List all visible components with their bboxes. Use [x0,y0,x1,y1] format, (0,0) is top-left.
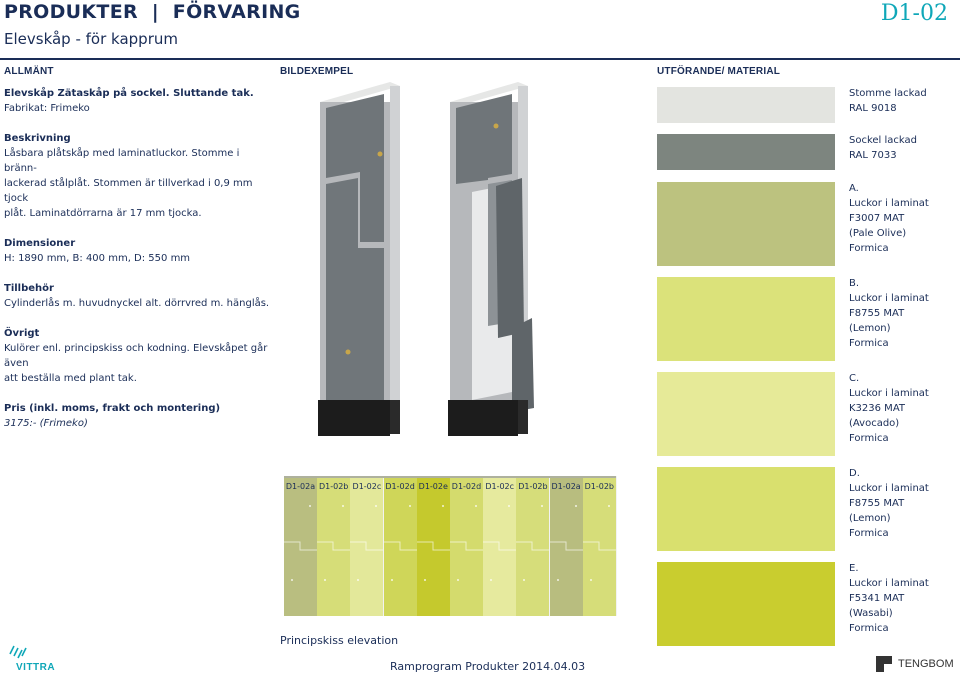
swatch-label [849,371,929,446]
elevation-code-label: D1-02b [318,482,349,491]
swatch-label-line: F3007 MAT [849,213,905,224]
color-swatch [657,182,835,266]
color-swatch [657,562,835,646]
dimensions-label: Dimensioner [4,238,76,249]
section-finish: UTFÖRANDE/ MATERIAL [657,66,781,77]
price-value: 3175:- (Frimeko) [4,418,88,429]
description-label: Beskrivning [4,133,71,144]
description-line: Låsbara plåtskåp med laminatluckor. Stomme i bränn- [4,148,240,174]
elevation-code-label: D1-02b [584,482,614,491]
swatch-label-line: F5341 MAT [849,593,905,604]
dimensions-value: H: 1890 mm, B: 400 mm, D: 550 mm [4,253,191,264]
elevation-code-label: D1-02e [418,482,448,491]
swatch-label-line: Formica [849,623,889,634]
elevation-locker [284,476,318,616]
swatch-label-line: Luckor i laminat [849,483,929,494]
general-info [4,86,274,431]
elevation-code-label: D1-02c [485,482,515,491]
page-subtitle: Elevskåp - för kapprum [4,30,178,48]
swatch-label-line: F8755 MAT [849,308,905,319]
other-line: Kulörer enl. principskiss och kodning. Elevskåpet går även [4,343,268,369]
elevation-locker [417,476,451,616]
swatch-label-line: RAL 7033 [849,150,897,161]
color-swatch [657,134,835,170]
intro-line: Elevskåp Zätaskåp på sockel. Sluttande tak. [4,88,254,99]
color-swatch [657,87,835,123]
tengbom-logo-icon [876,656,892,672]
manufacturer-line: Fabrikat: Frimeko [4,103,90,114]
swatch-label-line: (Lemon) [849,513,891,524]
swatch-label-line: Luckor i laminat [849,293,929,304]
price-label: Pris (inkl. moms, frakt och montering) [4,403,221,414]
elevation-locker [583,476,617,616]
swatch-label [849,561,929,636]
swatch-label-line: F8755 MAT [849,498,905,509]
swatch-label-line: Formica [849,243,889,254]
description-line: plåt. Laminatdörrarna är 17 mm tjocka. [4,208,202,219]
header-divider [0,58,960,60]
swatch-label [849,276,929,351]
open-locker [448,82,534,436]
swatch-label-line: B. [849,278,860,289]
section-example: BILDEXEMPEL [280,66,354,77]
other-label: Övrigt [4,328,40,339]
vittra-logo: VITTRA [4,644,60,674]
swatch-label-line: E. [849,563,859,574]
swatch-label-line: Sockel lackad [849,135,918,146]
tengbom-logo: TENGBOM [876,654,956,674]
color-swatch [657,467,835,551]
elevation-diagram [284,476,616,638]
swatch-label-line: Luckor i laminat [849,578,929,589]
elevation-code-label: D1-02a [285,482,316,491]
footer-date: Ramprogram Produkter 2014.04.03 [390,660,586,673]
description-line: lackerad stålplåt. Stommen är tillverkad i 0,9 mm tjock [4,178,253,204]
elevation-code-label: D1-02b [518,482,548,491]
elevation-code-label: D1-02d [385,482,415,491]
product-code: D1-02 [880,1,948,26]
swatch-label-line: Formica [849,338,889,349]
other-line: att beställa med plant tak. [4,373,137,384]
swatch-label-line: D. [849,468,860,479]
swatch-label [849,133,917,163]
color-swatch [657,277,835,361]
page-title: PRODUKTER | FÖRVARING [4,1,301,23]
swatch-label-line: Formica [849,433,889,444]
swatch-label-line: K3236 MAT [849,403,905,414]
locker-illustration [300,82,590,442]
swatch-label-line: (Lemon) [849,323,891,334]
elevation-locker [384,476,418,616]
elevation-code-label: D1-02d [451,482,482,491]
vittra-logo-icon [8,644,28,660]
elevation-code-label: D1-02a [551,482,581,491]
swatch-label-line: (Avocado) [849,418,900,429]
swatch-label-line: Luckor i laminat [849,198,929,209]
elevation-caption: Principskiss elevation [280,634,399,647]
section-general: ALLMÄNT [4,66,54,77]
swatch-label-line: A. [849,183,859,194]
elevation-locker [317,476,351,616]
swatch-label-line: Luckor i laminat [849,388,929,399]
swatch-label-line: Stomme lackad [849,88,927,99]
elevation-locker [483,476,517,616]
swatch-label [849,86,927,116]
closed-locker [318,82,400,436]
accessories-value: Cylinderlås m. huvudnyckel alt. dörrvred m. hänglås. [4,298,270,309]
elevation-locker [350,476,384,616]
swatch-label-line: C. [849,373,860,384]
elevation-locker [550,476,584,616]
swatch-label [849,181,929,256]
elevation-code-label: D1-02c [352,482,382,491]
elevation-locker [450,476,484,616]
color-swatch [657,372,835,456]
swatch-label-line: (Pale Olive) [849,228,907,239]
elevation-locker [516,476,550,616]
swatch-label-line: (Wasabi) [849,608,893,619]
accessories-label: Tillbehör [4,283,54,294]
swatch-label-line: Formica [849,528,889,539]
swatch-label [849,466,929,541]
swatch-label-line: RAL 9018 [849,103,897,114]
